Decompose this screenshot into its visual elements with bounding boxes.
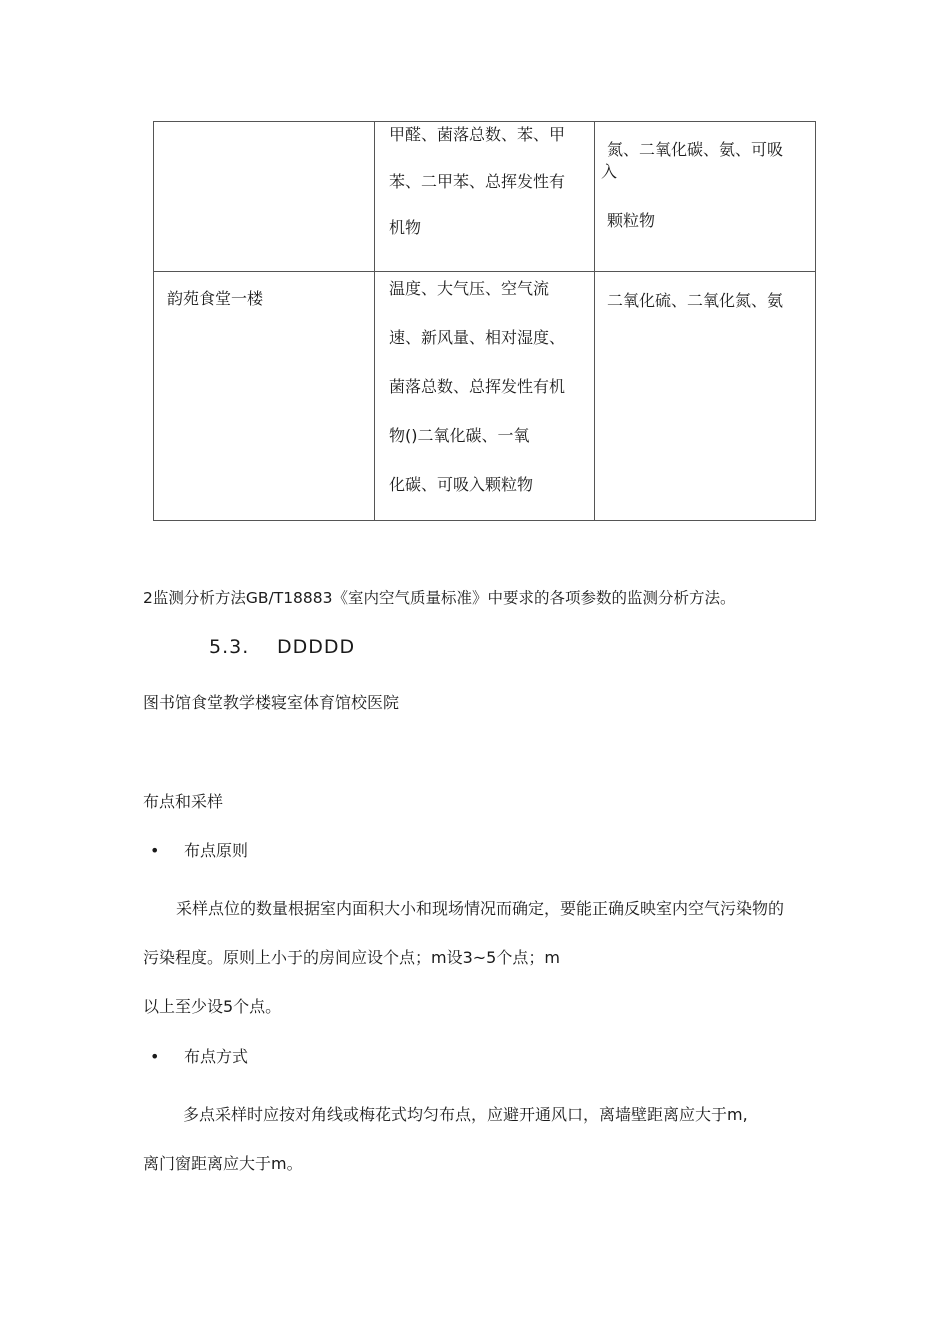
- paragraph-line: 以上至少设5个点。: [143, 997, 282, 1016]
- table-cell-text: 物()二氧化碳、一氧: [389, 426, 530, 445]
- table-cell-text: 氮、二氧化碳、氨、可吸: [607, 140, 784, 159]
- table-cell-location: 韵苑食堂一楼: [167, 289, 264, 308]
- bullet-label-principle: 布点原则: [184, 841, 249, 860]
- bullet-marker: •: [150, 1047, 160, 1066]
- table-cell-text: 甲醛、菌落总数、苯、甲: [389, 125, 566, 144]
- locations-line: 图书馆食堂教学楼寝室体育馆校医院: [143, 693, 400, 712]
- table-cell-text: 温度、大气压、空气流: [389, 279, 550, 298]
- bullet-label-method: 布点方式: [184, 1047, 249, 1066]
- section-number: 5.3.: [209, 636, 250, 658]
- paragraph-line: 多点采样时应按对角线或梅花式均匀布点，应避开通风口，离墙壁距离应大于m,: [183, 1105, 748, 1124]
- paragraph-line: 采样点位的数量根据室内面积大小和现场情况而确定，要能正确反映室内空气污染物的: [176, 899, 785, 918]
- table-cell-text: 苯、二甲苯、总挥发性有: [389, 172, 566, 191]
- table-divider: [594, 122, 595, 520]
- table-cell-text: 化碳、可吸入颗粒物: [389, 475, 534, 494]
- table-divider: [374, 122, 375, 520]
- table-cell-text: 入: [601, 162, 618, 181]
- method-paragraph: 2监测分析方法GB/T18883《室内空气质量标准》中要求的各项参数的监测分析方法。: [143, 589, 736, 607]
- paragraph-line: 污染程度。原则上小于的房间应设个点；m设3~5个点；m: [143, 948, 560, 967]
- table-cell-text: 颗粒物: [607, 211, 656, 230]
- bullet-marker: •: [150, 841, 160, 860]
- table-cell-text: 菌落总数、总挥发性有机: [389, 377, 566, 396]
- parameter-table: [153, 121, 816, 521]
- paragraph-line: 离门窗距离应大于m。: [143, 1154, 303, 1173]
- table-cell-text: 速、新风量、相对湿度、: [389, 328, 566, 347]
- section-title: DDDDD: [277, 636, 356, 658]
- table-divider: [154, 271, 815, 272]
- table-cell-text: 机物: [389, 218, 422, 237]
- table-cell-text: 二氧化硫、二氧化氮、氨: [607, 291, 784, 310]
- layout-heading: 布点和采样: [143, 792, 224, 811]
